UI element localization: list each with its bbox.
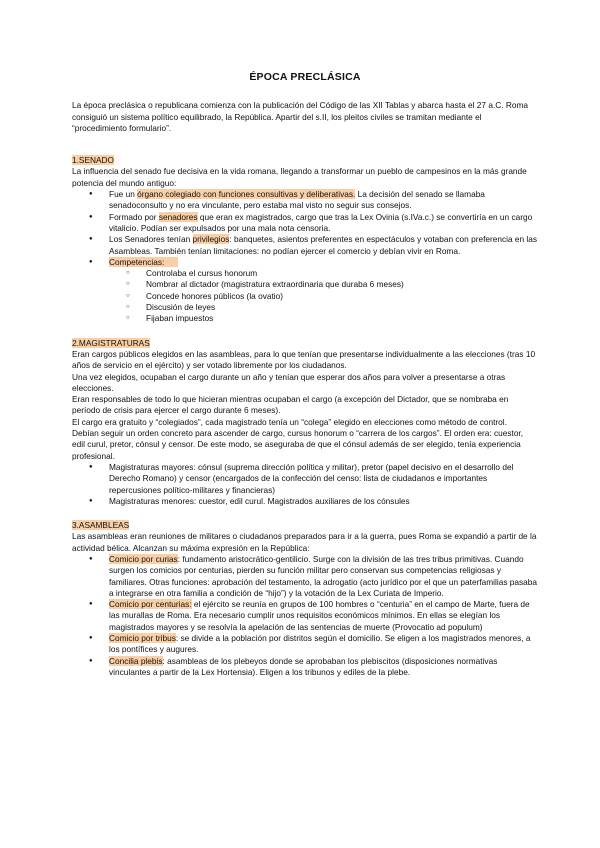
sublist-item: ○ Fijaban impuestos [146,313,538,324]
highlighted-text: Comicio por centurias: [109,599,192,610]
section-heading-senado: 1.SENADO [72,155,114,166]
list-item [109,257,538,325]
highlighted-text: senadores [158,211,198,222]
text-run: Formado por [109,211,159,222]
highlighted-text: Comicio por curias [109,553,178,564]
highlighted-text: Competencias: [109,257,178,267]
section-heading-magistraturas: 2.MAGISTRATURAS [72,337,150,348]
text-run: : banquetes, asientos preferentes en espectáculos y votaban con preferencia en las Asambleas. También tenían limitaciones: no podían ejercer el comercio y debían vivir en Roma. [109,234,538,256]
magistraturas-paragraph: El cargo era gratuito y “colegiados”, cada magistrado tenía un “colega” elegido en elecciones como método de control. [72,416,507,427]
asambleas-bullet-list [72,554,538,678]
sublist-item: ○ Discusión de leyes [146,302,538,313]
text-run: : fundamento aristocrático-gentilicio. Surge con la división de las tres tribus primitivas. Cuando surgen los comicios por centurias, pierden su función militar pero conservan sus competencias religiosas y familiares. Otras funciones: aprobación del testamento, la adrogatio (acto jurídico por el que un paterfamilias pasaba a integrarse en otra familia a condición de “hijo”) y la votación de la Lex Curiata de Imperio. [109,553,537,598]
list-item [109,599,538,633]
text-run: La decisión del senado se llamaba senadoconsulto y no era vinculante, pero estaba mal visto no seguir sus consejos. [109,189,485,211]
senado-bullet-list [72,189,538,325]
magistraturas-paragraph: Una vez elegidos, ocupaban el cargo durante un año y tenían que esperar dos años para volver a presentarse a otras elecciones. [72,371,506,393]
list-item [109,656,538,679]
section-heading-asambleas: 3.ASAMBLEAS [72,520,130,531]
text-run: el ejército se reunía en grupos de 100 hombres o “centuria” en el campo de Marte, fuera de las murallas de Roma. Era necesario cumplir unos requisitos económicos mínimos. En ellas se elegían los magistrados mayores y se resolvía la apelación de las sentencias de muerte (Provocatio ad populum) [109,599,530,632]
intro-paragraph: La época preclásica o republicana comienza con la publicación del Código de las XII Tablas y abarca hasta el 27 a.C. Roma consiguió un sistema político equilibrado, la República. Apartir del s.II, los pleitos civiles se tramitan mediante el “procedimiento formulario”. [72,100,528,133]
section-senado [72,155,538,324]
senado-paragraph: La influencia del senado fue decisiva en la vida romana, llegando a transformar un pueblo de campesinos en la más grande potencia del mundo antiguo: [72,166,527,188]
page-title: ÉPOCA PRECLÁSICA [249,71,361,83]
competencias-sublist [109,268,538,324]
text-run: Los Senadores tenían [109,234,193,245]
sublist-item: ○ Controlaba el cursus honorum [146,268,538,279]
text-run: : se divide a la población por distritos según el domicilio. Se eligen a los magistrados menores, a los pontífices y augures. [109,633,531,655]
list-item [109,212,538,235]
section-magistraturas [72,338,538,507]
magistraturas-paragraph: Debían seguir un orden concreto para ascender de cargo, cursus honorum o “carrera de los cargos”. El orden era: cuestor, edil curul, pretor, cónsul y censor. De este modo, se aseguraba de que el cónsul además de ser elegido, tenía experiencia profesional. [72,428,524,461]
magistraturas-paragraph: Eran cargos públicos elegidos en las asambleas, para lo que tenían que presentarse individualmente a las elecciones (tras 10 años de servicio en el ejército) y ser votado libremente por los ciudadanos. [72,348,536,371]
section-asambleas [72,520,538,678]
highlighted-text: Comicio por tribus [109,633,176,644]
highlighted-text: Concilia plebis [109,655,163,666]
list-item [109,633,538,656]
magistraturas-bullet-list [72,462,538,507]
list-item [109,554,538,599]
list-item: ● Magistraturas menores: cuestor, edil curul. Magistrados auxiliares de los cónsules [109,496,538,507]
sublist-item: ○ Concede honores públicos (la ovatio) [146,291,538,302]
text-run: : asambleas de los plebeyos donde se aprobaban los plebiscitos (disposiciones normativas vinculantes a partir de la Lex Hortensia). Eligen a los tribunos y ediles de la plebe. [109,655,498,677]
magistraturas-paragraph: Eran responsables de todo lo que hicieran mientras ocupaban el cargo (a excepción del Dictador, que se nombraba en período de crisis para ejercer el cargo durante 6 meses). [72,394,509,416]
list-item [109,234,538,257]
list-item: ● Magistraturas mayores: cónsul (suprema dirección política y militar), pretor (papel decisivo en el desarrollo del Derecho Romano) y censor (encargados de la confección del censo: lista de ciudadanos e importantes repercusiones político-militares y financieras) [109,462,538,496]
asambleas-paragraph: Las asambleas eran reuniones de militares o ciudadanos preparados para ir a la guerra, pues Roma se expandió a partir de la actividad bélica. Alcanzan su máxima expresión en la República: [72,531,537,553]
highlighted-text: órgano colegiado con funciones consultivas y deliberativas. [137,189,356,200]
list-item [109,189,538,212]
highlighted-text: privilegios [192,234,230,245]
text-run: Fue un [109,189,138,200]
sublist-item: ○ Nombrar al dictador (magistratura extraordinaria que duraba 6 meses) [146,279,538,290]
text-run: que eran ex magistrados, cargo que tras la Lex Ovinia (s.IVa.c.) se convertiría en un cargo vitalicio. Podían ser expulsados por una mala nota censoria. [109,211,533,233]
